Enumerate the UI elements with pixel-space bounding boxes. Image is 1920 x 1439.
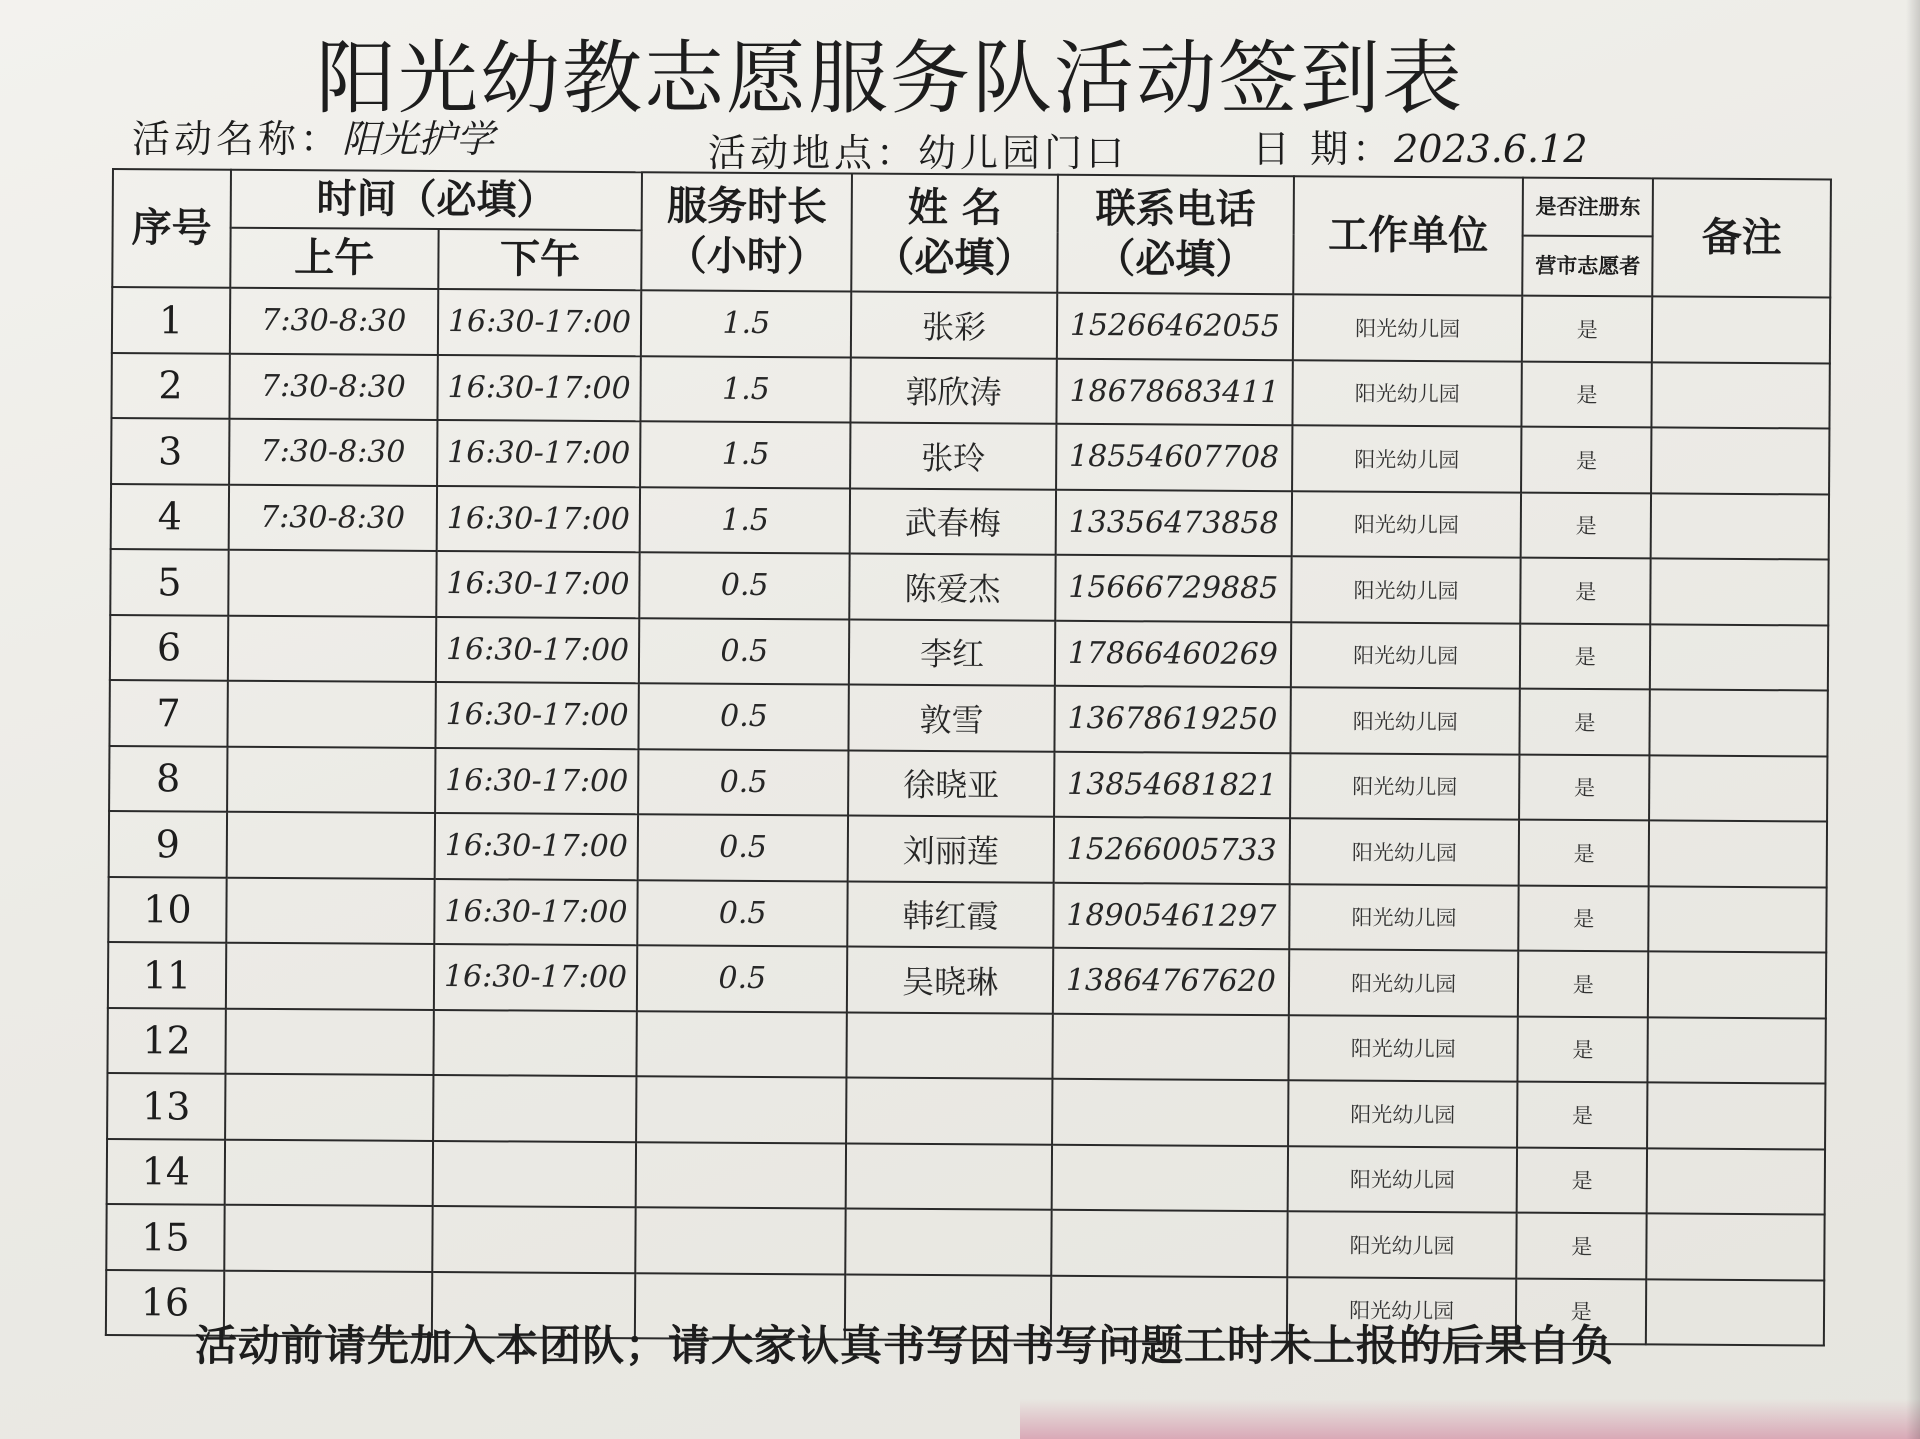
row-hours: 0.5 [638, 814, 848, 881]
row-pm-time: 16:30-17:00 [434, 813, 638, 880]
row-name [847, 1012, 1053, 1079]
page-shadow [1906, 0, 1920, 1439]
row-pm-time: 16:30-17:00 [437, 420, 641, 487]
row-hours [636, 1142, 846, 1209]
row-remark [1649, 755, 1827, 822]
row-phone [1052, 1144, 1288, 1211]
row-unit: 阳光幼儿园 [1289, 884, 1519, 951]
table-row [111, 418, 1829, 494]
background-edge [1020, 1399, 1920, 1439]
header-name-line2: （必填） [874, 234, 1035, 282]
row-am-time [225, 1139, 433, 1206]
row-remark [1646, 1279, 1824, 1346]
row-registered: 是 [1521, 427, 1651, 493]
row-unit: 阳光幼儿园 [1289, 818, 1519, 885]
row-hours: 0.5 [638, 880, 848, 947]
row-remark [1652, 296, 1830, 363]
footer-notice: 活动前请先加入本团队；请大家认真书写因书写问题工时未上报的后果自负 [195, 1321, 1615, 1370]
row-remark [1650, 558, 1828, 625]
row-name: 徐晓亚 [848, 750, 1054, 817]
row-name: 郭欣涛 [851, 357, 1057, 424]
row-remark [1647, 1148, 1825, 1215]
location-field [708, 122, 1128, 177]
row-am-time [225, 1074, 433, 1141]
row-am-time [227, 746, 435, 813]
location-label: 活动地点： [708, 131, 919, 175]
row-am-time [224, 1205, 432, 1272]
header-am: 上午 [230, 228, 438, 289]
row-remark [1651, 427, 1829, 494]
row-unit: 阳光幼儿园 [1293, 294, 1523, 361]
row-name: 韩红霞 [847, 881, 1053, 948]
row-seq: 4 [111, 484, 229, 550]
row-unit: 阳光幼儿园 [1291, 556, 1521, 623]
row-pm-time: 16:30-17:00 [436, 485, 640, 552]
row-seq: 8 [109, 745, 227, 811]
activity-name-field [132, 108, 494, 163]
table-row [108, 942, 1826, 1018]
row-am-time: 7:30-8:30 [229, 419, 437, 486]
row-registered: 是 [1517, 1147, 1647, 1213]
row-phone: 17866460269 [1055, 620, 1291, 687]
row-registered: 是 [1516, 1278, 1646, 1344]
row-name [845, 1209, 1051, 1276]
row-registered: 是 [1520, 623, 1650, 689]
header-unit: 工作单位 [1293, 176, 1523, 295]
table-row [108, 876, 1826, 952]
row-seq: 11 [108, 942, 226, 1008]
row-unit: 阳光幼儿园 [1291, 491, 1521, 558]
row-seq: 16 [106, 1269, 224, 1335]
row-hours: 1.5 [641, 290, 851, 357]
header-phone-line2: （必填） [1095, 236, 1256, 283]
row-name: 陈爱杰 [849, 554, 1055, 621]
header-phone-line1: 联系电话 [1095, 186, 1256, 233]
date-value: 2023.6.12 [1394, 127, 1588, 171]
row-phone [1051, 1210, 1287, 1277]
header-duration-line1: 服务时长 [666, 183, 828, 231]
row-hours: 0.5 [639, 618, 849, 685]
row-seq: 6 [110, 614, 228, 680]
row-unit: 阳光幼儿园 [1287, 1146, 1517, 1213]
page-title: 阳光幼教志愿服务队活动签到表 [316, 32, 1464, 125]
row-remark [1648, 886, 1826, 953]
row-unit: 阳光幼儿园 [1287, 1211, 1517, 1278]
activity-name-value: 阳光护学 [342, 117, 495, 161]
row-pm-time [432, 1140, 636, 1207]
row-hours: 0.5 [640, 552, 850, 619]
row-registered: 是 [1519, 754, 1649, 820]
row-registered: 是 [1521, 492, 1651, 558]
row-am-time [226, 943, 434, 1010]
header-remark: 备注 [1652, 178, 1831, 297]
row-phone: 15266462055 [1057, 293, 1293, 360]
row-remark [1648, 1017, 1826, 1084]
row-name: 刘丽莲 [848, 816, 1054, 883]
table-row [107, 1073, 1825, 1149]
row-registered: 是 [1520, 689, 1650, 755]
row-phone: 18678683411 [1056, 358, 1292, 425]
row-registered: 是 [1519, 885, 1649, 951]
row-pm-time: 16:30-17:00 [434, 878, 638, 945]
row-am-time: 7:30-8:30 [230, 288, 438, 355]
row-unit: 阳光幼儿园 [1289, 949, 1519, 1016]
table-body [106, 287, 1830, 1345]
row-remark [1649, 820, 1827, 887]
row-name: 吴晓琳 [847, 947, 1053, 1014]
row-seq: 2 [111, 353, 229, 419]
header-registered-line1: 是否注册东 [1523, 178, 1653, 237]
date-label: 日 期： [1252, 127, 1395, 171]
row-phone: 13356473858 [1056, 489, 1292, 556]
row-unit: 阳光幼儿园 [1291, 622, 1521, 689]
row-remark [1650, 689, 1828, 756]
row-registered: 是 [1517, 1213, 1647, 1279]
row-pm-time: 16:30-17:00 [437, 354, 641, 421]
row-unit: 阳光幼儿园 [1290, 753, 1520, 820]
row-seq: 9 [109, 811, 227, 877]
row-phone [1052, 1079, 1288, 1146]
row-hours [636, 1207, 846, 1274]
row-name: 武春梅 [850, 488, 1056, 555]
row-am-time [228, 550, 436, 617]
table-row [107, 1007, 1825, 1083]
row-name: 张玲 [850, 423, 1056, 490]
row-registered: 是 [1521, 558, 1651, 624]
table-row [109, 811, 1827, 887]
location-value: 幼儿园门口 [918, 131, 1129, 175]
row-registered: 是 [1518, 1016, 1648, 1082]
table-row [111, 353, 1829, 429]
row-unit: 阳光幼儿园 [1288, 1080, 1518, 1147]
row-seq: 15 [106, 1204, 224, 1270]
row-registered: 是 [1519, 820, 1649, 886]
row-phone: 13678619250 [1054, 686, 1290, 753]
header-pm: 下午 [438, 229, 642, 290]
row-pm-time: 16:30-17:00 [435, 747, 639, 814]
signin-table [105, 168, 1832, 1346]
row-pm-time [433, 1075, 637, 1142]
row-am-time [226, 877, 434, 944]
header-duration [642, 172, 852, 291]
row-am-time [227, 812, 435, 879]
row-phone [1052, 1013, 1288, 1080]
row-name: 张彩 [851, 292, 1057, 359]
row-name: 李红 [849, 619, 1055, 686]
row-name [846, 1078, 1052, 1145]
row-name: 敦雪 [849, 685, 1055, 752]
table-row [111, 484, 1829, 560]
row-hours: 0.5 [639, 683, 849, 750]
row-seq: 5 [110, 549, 228, 615]
row-hours: 1.5 [640, 487, 850, 554]
row-seq: 14 [107, 1138, 225, 1204]
header-registered-line2: 营市志愿者 [1523, 236, 1653, 297]
row-registered: 是 [1522, 296, 1652, 362]
row-am-time [228, 615, 436, 682]
row-name [846, 1143, 1052, 1210]
row-seq: 13 [107, 1073, 225, 1139]
row-remark [1646, 1213, 1824, 1280]
row-phone: 15666729885 [1055, 555, 1291, 622]
table-row [112, 287, 1830, 363]
table-row [109, 745, 1827, 821]
activity-name-label: 活动名称： [132, 117, 343, 161]
row-pm-time: 16:30-17:00 [437, 289, 641, 356]
row-am-time: 7:30-8:30 [229, 353, 437, 420]
table-row [110, 614, 1828, 690]
row-remark [1647, 1082, 1825, 1149]
row-phone: 15266005733 [1054, 817, 1290, 884]
row-registered: 是 [1517, 1082, 1647, 1148]
row-seq: 3 [111, 418, 229, 484]
row-seq: 10 [108, 876, 226, 942]
row-seq: 7 [109, 680, 227, 746]
row-seq: 12 [107, 1007, 225, 1073]
date-field [1252, 118, 1588, 173]
table-row [107, 1138, 1825, 1214]
row-remark [1652, 362, 1830, 429]
row-unit: 阳光幼儿园 [1287, 1277, 1517, 1344]
table-row [109, 680, 1827, 756]
row-hours: 0.5 [637, 945, 847, 1012]
row-seq: 1 [112, 287, 230, 353]
header-name [851, 174, 1057, 293]
row-hours: 1.5 [640, 421, 850, 488]
row-phone: 13854681821 [1054, 751, 1290, 818]
row-phone: 18905461297 [1053, 882, 1289, 949]
row-hours [636, 1076, 846, 1143]
row-pm-time: 16:30-17:00 [433, 944, 637, 1011]
row-remark [1651, 493, 1829, 560]
row-pm-time [433, 1009, 637, 1076]
row-pm-time: 16:30-17:00 [436, 551, 640, 618]
header-name-line1: 姓 名 [907, 184, 1002, 232]
row-pm-time: 16:30-17:00 [435, 616, 639, 683]
row-phone: 18554607708 [1056, 424, 1292, 491]
header-phone [1057, 175, 1294, 294]
row-remark [1650, 624, 1828, 691]
row-am-time [225, 1008, 433, 1075]
row-hours [637, 1011, 847, 1078]
row-unit: 阳光幼儿园 [1290, 687, 1520, 754]
row-phone: 13864767620 [1053, 948, 1289, 1015]
row-pm-time: 16:30-17:00 [435, 682, 639, 749]
row-remark [1648, 951, 1826, 1018]
row-registered: 是 [1518, 951, 1648, 1017]
row-hours: 1.5 [641, 356, 851, 423]
row-hours: 0.5 [638, 749, 848, 816]
header-seq: 序号 [112, 169, 231, 288]
row-pm-time [432, 1206, 636, 1273]
row-unit: 阳光幼儿园 [1292, 360, 1522, 427]
table-row [110, 549, 1828, 625]
header-duration-line2: （小时） [666, 233, 827, 281]
row-am-time: 7:30-8:30 [229, 484, 437, 551]
row-unit: 阳光幼儿园 [1292, 425, 1522, 492]
header-time: 时间（必填） [230, 170, 642, 231]
table-row [106, 1204, 1824, 1280]
row-unit: 阳光幼儿园 [1288, 1015, 1518, 1082]
row-registered: 是 [1522, 361, 1652, 427]
row-am-time [227, 681, 435, 748]
